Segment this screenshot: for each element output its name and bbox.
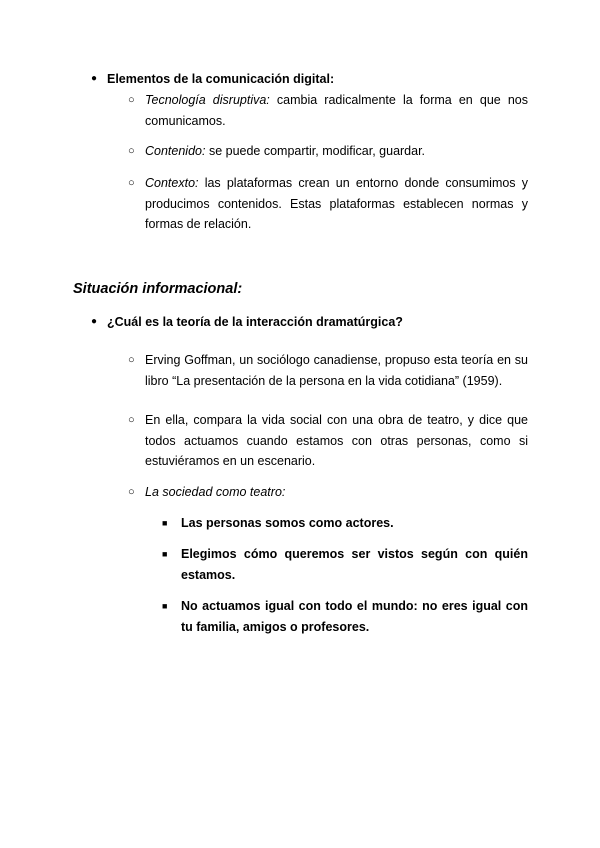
sub-sub-item-actores [162,513,528,534]
sub-item-tecnologia [128,90,528,131]
bullet-disc-icon: ● [91,73,98,84]
sub-sub-item-text: Las personas somos como actores. [181,516,394,530]
sub-item-contexto [128,173,528,235]
sub-item-text [145,90,528,131]
sub-sub-item-actuamos [162,596,528,637]
sub-item-text: Erving Goffman, un sociólogo canadiense, propuso esta teoría en su libro “La presentación de la persona en la vida cotidiana” (1959). [145,353,528,388]
sub-item-text [145,141,528,162]
sub-sub-item-text: No actuamos igual con todo el mundo: no eres igual con tu familia, amigos o profesores. [181,599,528,634]
sub-item-comparacion [128,410,528,472]
sub-item-contenido [128,141,528,162]
sub-sub-item-elegimos [162,544,528,585]
bullet-circle-icon: ○ [128,354,135,366]
term-label: Contexto: [145,176,199,190]
sub-item-text: En ella, compara la vida social con una obra de teatro, y dice que todos actuamos cuando estamos con otras personas, como si estuviéramos en un escenario. [145,413,528,468]
bullet-circle-icon: ○ [128,486,135,498]
question-text: ¿Cuál es la teoría de la interacción dramatúrgica? [107,315,403,329]
section-heading: Situación informacional: [73,281,243,297]
sub-sub-item-text: Elegimos cómo queremos ser vistos según con quién estamos. [181,547,528,582]
bullet-square-icon: ■ [162,549,168,559]
bullet-circle-icon: ○ [128,94,135,106]
term-description: se puede compartir, modificar, guardar. [205,144,426,158]
term-label: Tecnología disruptiva: [145,93,270,107]
sub-item-teatro [128,482,528,503]
sub-item-goffman [128,350,528,391]
bullet-square-icon: ■ [162,601,168,611]
term-label: Contenido: [145,144,206,158]
list-item-text: Elementos de la comunicación digital: [107,72,335,86]
bullet-disc-icon: ● [91,316,98,327]
sub-item-text [145,173,528,235]
term-description: las plataformas crean un entorno donde consumimos y producimos contenidos. Estas plataformas establecen normas y formas de relación. [145,176,528,231]
bullet-circle-icon: ○ [128,145,135,157]
bullet-circle-icon: ○ [128,177,135,189]
term-description: cambia radicalmente la forma en que nos comunicamos. [145,93,528,128]
sub-item-text: La sociedad como teatro: [145,485,286,499]
bullet-circle-icon: ○ [128,414,135,426]
bullet-square-icon: ■ [162,518,168,528]
